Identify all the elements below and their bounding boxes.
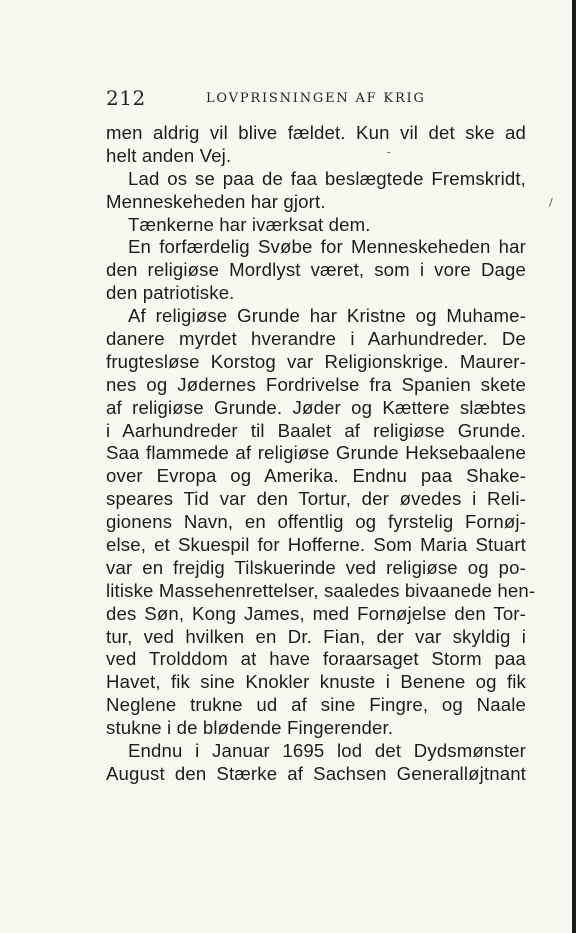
text-line: nes og Jødernes Fordrivelse fra Spanien skete bbox=[106, 373, 526, 395]
text-line: ved Trolddom at have foraarsaget Storm paa bbox=[106, 648, 526, 670]
text-line: frugtesløse Korstog var Religionskrige. Maurer- bbox=[106, 350, 526, 372]
print-speck: ˉ bbox=[386, 150, 392, 163]
text-line: men aldrig vil blive fældet. Kun vil det ske ad bbox=[106, 122, 526, 143]
text-line: Neglene trukne ud af sine Fingre, og Naale bbox=[106, 694, 526, 716]
text-line: i Aarhundreder til Baalet af religiøse Grunde. bbox=[106, 419, 526, 441]
text-line: Saa flammede af religiøse Grunde Heksebaalene bbox=[106, 442, 526, 464]
text-line: En forfærdelig Svøbe for Menneskeheden har bbox=[128, 236, 526, 258]
text-line: var en frejdig Tilskuerinde ved religiøse og po- bbox=[106, 556, 526, 578]
page-number: 212 bbox=[106, 86, 146, 110]
text-line: Menneskeheden har gjort. bbox=[106, 190, 326, 212]
text-line: helt anden Vej. bbox=[106, 144, 232, 166]
text-line: af religiøse Grunde. Jøder og Kættere slæbtes bbox=[106, 396, 526, 418]
text-line: tur, ved hvilken en Dr. Fian, der var skyldig i bbox=[106, 625, 526, 647]
pencil-mark: / bbox=[549, 196, 553, 209]
text-line: speares Tid var den Tortur, der øvedes i Reli- bbox=[106, 488, 526, 510]
text-line: August den Stærke af Sachsen Generalløjtnant bbox=[106, 762, 526, 784]
text-line: des Søn, Kong James, med Fornøjelse den Tor- bbox=[106, 602, 526, 624]
text-line: danere myrdet hverandre i Aarhundreder. De bbox=[106, 328, 526, 350]
scan-edge bbox=[572, 0, 576, 933]
text-line: Havet, fik sine Knokler knuste i Benene og fik bbox=[106, 671, 526, 693]
text-line: Lad os se paa de faa beslægtede Fremskridt, bbox=[128, 167, 526, 189]
text-line: stukne i de blødende Fingerender. bbox=[106, 717, 394, 739]
page-header bbox=[106, 86, 526, 114]
text-line: over Evropa og Amerika. Endnu paa Shake- bbox=[106, 465, 526, 487]
body-text bbox=[106, 122, 536, 786]
text-line: Endnu i Januar 1695 lod det Dydsmønster bbox=[128, 740, 526, 762]
text-line: else, et Skuespil for Hofferne. Som Maria Stuart bbox=[106, 534, 526, 556]
text-line: gionens Navn, en offentlig og fyrstelig Fornøj- bbox=[106, 511, 526, 533]
text-line: Af religiøse Grunde har Kristne og Muhame- bbox=[128, 305, 526, 327]
text-line: Tænkerne har iværksat dem. bbox=[128, 213, 371, 235]
text-line: den religiøse Mordlyst været, som i vore Dage bbox=[106, 259, 526, 281]
text-line: den patriotiske. bbox=[106, 282, 235, 304]
running-title: LOVPRISNINGEN AF KRIG bbox=[206, 91, 426, 106]
text-line: litiske Massehenrettelser, saaledes bivaanede hen- bbox=[106, 579, 536, 601]
